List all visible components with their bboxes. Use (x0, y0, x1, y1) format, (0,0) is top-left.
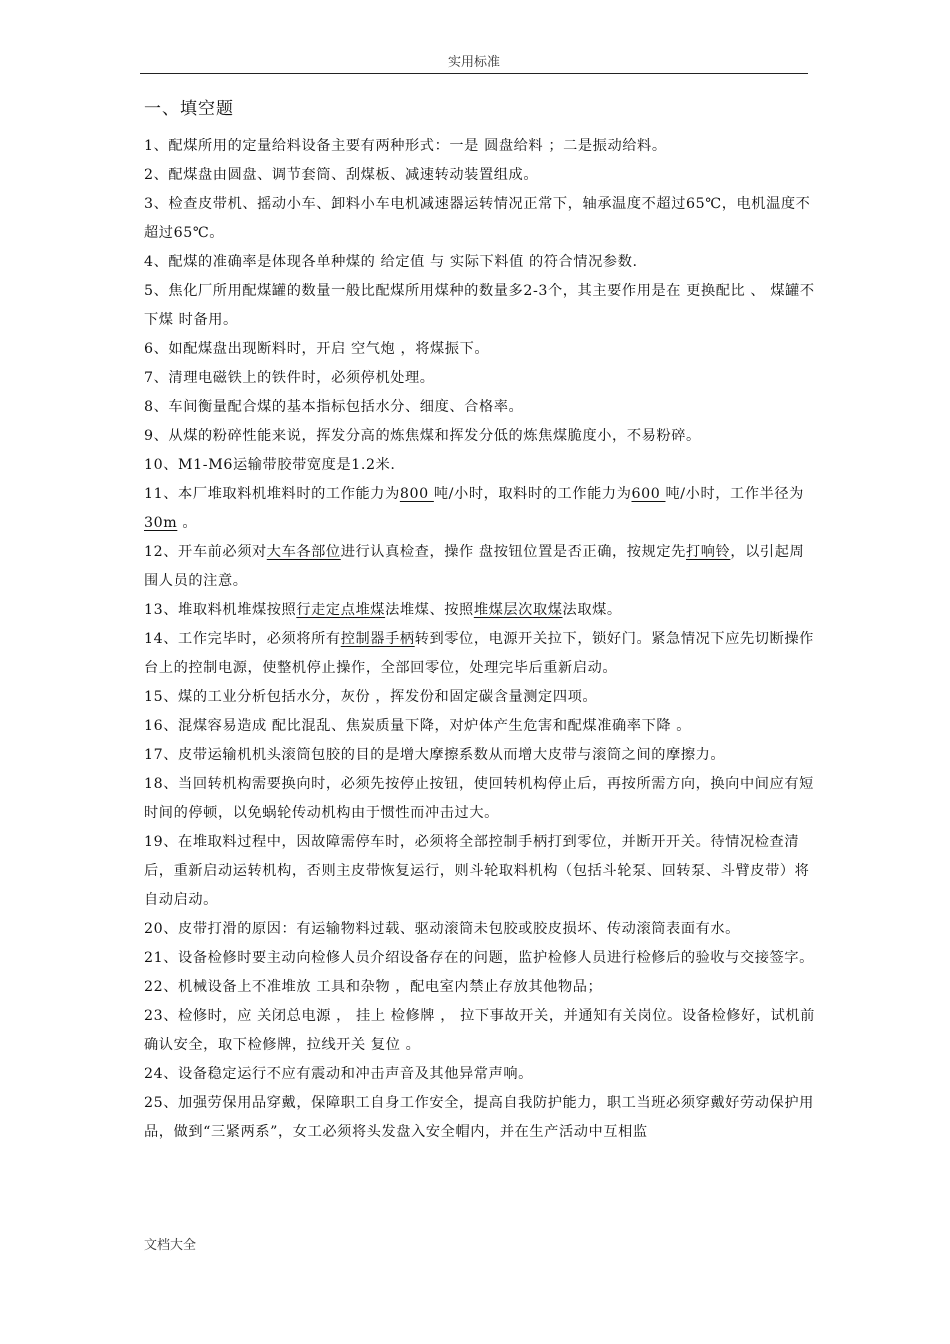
question-item (144, 422, 816, 451)
question-item (144, 335, 816, 364)
question-text: 5、焦化厂所用配煤罐的数量一般比配煤所用煤种的数量多2-3个，其主要作用是在 更换配比 、 煤罐不下煤 时备用。 (144, 283, 815, 328)
header-rule (140, 73, 808, 74)
question-item (144, 1002, 816, 1060)
question-text: 进行认真检查，操作 盘按钮位置是否正确，按规定先 (340, 544, 686, 560)
question-item (144, 161, 816, 190)
question-text: 8、车间衡量配合煤的基本指标包括水分、细度、合格率。 (144, 399, 524, 415)
question-text: 16、混煤容易造成 配比混乱、焦炭质量下降，对炉体产生危害和配煤准确率下降 。 (144, 718, 692, 734)
answer-blank: 行走定点堆煤 (296, 602, 386, 618)
question-item (144, 712, 816, 741)
question-item (144, 915, 816, 944)
question-item (144, 828, 816, 915)
document-body (144, 96, 816, 1147)
answer-blank: 大车各部位 (266, 544, 341, 560)
question-text: 1、配煤所用的定量给料设备主要有两种形式：一是 圆盘给料 ；二是振动给料。 (144, 138, 667, 154)
question-item (144, 480, 816, 538)
question-text: 7、清理电磁铁上的铁件时，必须停机处理。 (144, 370, 435, 386)
answer-blank: 30m (144, 515, 178, 531)
question-list (144, 132, 816, 1147)
question-text: 21、设备检修时要主动向检修人员介绍设备存在的问题，监护检修人员进行检修后的验收与交接签字。 (144, 950, 814, 966)
question-item (144, 973, 816, 1002)
question-text: 24、设备稳定运行不应有震动和冲击声音及其他异常声响。 (144, 1066, 533, 1082)
question-text: 法取煤。 (562, 602, 622, 618)
question-item (144, 596, 816, 625)
question-text: 17、皮带运输机机头滚筒包胶的目的是增大摩擦系数从而增大皮带与滚筒之间的摩擦力。 (144, 747, 726, 763)
question-item (144, 538, 816, 596)
question-text: 吨/小时，工作半径为 (665, 486, 804, 502)
answer-blank: 打响铃 (685, 544, 731, 560)
answer-blank: 控制器手柄 (340, 631, 415, 647)
page-footer: 文档大全 (144, 1238, 197, 1253)
question-text: 9、从煤的粉碎性能来说，挥发分高的炼焦煤和挥发分低的炼焦煤脆度小，不易粉碎。 (144, 428, 701, 444)
question-text: 6、如配煤盘出现断料时，开启 空气炮 ，将煤振下。 (144, 341, 490, 357)
answer-blank: 600 (631, 486, 666, 502)
section-title: 一、填空题 (144, 99, 234, 119)
question-item (144, 944, 816, 973)
question-text: 11、本厂堆取料机堆料时的工作能力为 (144, 486, 400, 502)
answer-blank: 800 (399, 486, 434, 502)
question-text: 3、检查皮带机、摇动小车、卸料小车电机减速器运转情况正常下，轴承温度不超过65℃，电机温度不超过65℃。 (144, 196, 811, 241)
question-text: 19、在堆取料过程中，因故障需停车时，必须将全部控制手柄打到零位，并断开开关。待情况检查清后，重新启动运转机构，否则主皮带恢复运行，则斗轮取料机构（包括斗轮泵、回转泵、斗臂皮带）将自动启动。 (144, 834, 810, 908)
question-item (144, 1089, 816, 1147)
question-item (144, 451, 816, 480)
question-item (144, 364, 816, 393)
question-item (144, 132, 816, 161)
question-text: 吨/小时，取料时的工作能力为 (433, 486, 632, 502)
question-item (144, 770, 816, 828)
question-item (144, 277, 816, 335)
question-text: 15、煤的工业分析包括水分，灰份 ，挥发份和固定碳含量测定四项。 (144, 689, 598, 705)
question-text: 22、机械设备上不准堆放 工具和杂物 ，配电室内禁止存放其他物品； (144, 979, 603, 995)
question-text: 18、当回转机构需要换向时，必须先按停止按钮，使回转机构停止后，再按所需方向，换向中间应有短时间的停顿，以免蜗轮传动机构由于惯性而冲击过大。 (144, 776, 814, 821)
question-item (144, 190, 816, 248)
question-item (144, 1060, 816, 1089)
question-text: 转到零位，电源开关拉下，锁好门。紧急情况下应先切断操作台上的控制电源，使整机停止操作，全部回零位，处理完毕后重新启动。 (144, 631, 814, 676)
question-text: 20、皮带打滑的原因：有运输物料过载、驱动滚筒未包胶或胶皮损坏、传动滚筒表面有水。 (144, 921, 740, 937)
question-item (144, 625, 816, 683)
header-title: 实用标准 (447, 55, 500, 70)
question-text: 。 (177, 515, 198, 531)
question-item (144, 741, 816, 770)
question-text: 25、加强劳保用品穿戴，保障职工自身工作安全，提高自我防护能力，职工当班必须穿戴好劳动保护用品，做到“三紧两系”，女工必须将头发盘入安全帽内，并在生产活动中互相监 (144, 1095, 814, 1140)
question-text: 法堆煤、按照 (385, 602, 474, 618)
question-text: 2、配煤盘由圆盘、调节套筒、刮煤板、减速转动装置组成。 (144, 167, 539, 183)
question-text: ，以引起周围人员的注意。 (144, 544, 805, 589)
question-text: 14、工作完毕时，必须将所有 (144, 631, 341, 647)
question-text: 4、配煤的准确率是体现各单种煤的 给定值 与 实际下料值 的符合情况参数. (144, 254, 638, 270)
question-item (144, 683, 816, 712)
question-text: 23、检修时，应 关闭总电源 ， 挂上 检修牌 ， 拉下事故开关，并通知有关岗位。设备检修好，试机前确认安全，取下检修牌，拉线开关 复位 。 (144, 1008, 815, 1053)
question-item (144, 248, 816, 277)
question-text: 13、堆取料机堆煤按照 (144, 602, 297, 618)
question-item (144, 393, 816, 422)
answer-blank: 堆煤层次取煤 (473, 602, 563, 618)
question-text: 10、M1-M6运输带胶带宽度是1.2米. (144, 457, 396, 473)
page-header (140, 54, 808, 74)
question-text: 12、开车前必须对 (144, 544, 267, 560)
